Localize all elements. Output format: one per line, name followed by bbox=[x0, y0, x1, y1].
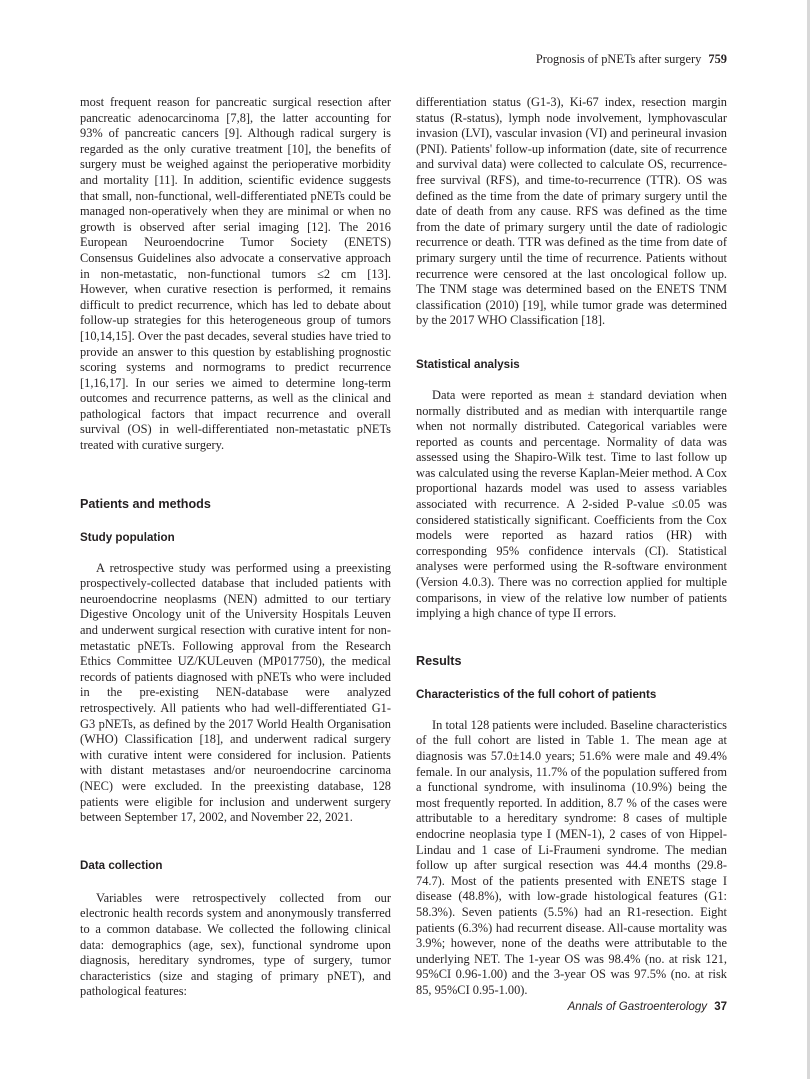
statistical-analysis-heading: Statistical analysis bbox=[416, 357, 520, 371]
header-page-number: 759 bbox=[708, 52, 727, 66]
results-heading: Results bbox=[416, 653, 462, 668]
journal-name: Annals of Gastroenterology bbox=[567, 1001, 707, 1013]
right-column bbox=[416, 95, 727, 999]
intro-paragraph: most frequent reason for pancreatic surgical resection after pancreatic adenocarcinoma [7,8], the latter accounting for 93% of pancreatic cancers [9]. Although radical surgery is regarded as the only curative treatment [10], the benefits of surgery must be weighed against the perioperative morbidity and mortality [11]. In addition, scientific evidence suggests that small, non-functional, well-differentiated pNETs could be managed non-operatively when they are minimal or when no growth is observed after serial imaging [12]. The 2016 European Neuroendocrine Tumor Society (ENETS) Consensus Guidelines also advocate a conservative approach in non-metastatic, non-functional tumors ≤2 cm [13]. However, when curative resection is performed, it remains difficult to predict recurrence, which has led to debate about follow-up strategies for this heterogeneous group of tumors [10,14,15]. Over the past decades, several studies have tried to provide an answer to this question by establishing prognostic scoring systems and normograms to predict recurrence [1,16,17]. In our series we aimed to determine long-term outcomes and recurrence patterns, as well as the clinical and pathological factors that impact recurrence and overall survival (OS) in well-differentiated non-metastatic pNETs treated with curative surgery. bbox=[80, 95, 391, 453]
left-column bbox=[80, 95, 391, 1000]
data-collection-paragraph: Variables were retrospectively collected from our electronic health records system and anonymously transferred to a common database. We collected the following clinical data: demographics (age, sex), functional syndrome upon diagnosis, hereditary syndromes, type of surgery, tumor characteristics (size and staging of primary pNET), and pathological features: bbox=[80, 890, 391, 999]
page-footer bbox=[568, 1000, 727, 1015]
study-population-heading: Study population bbox=[80, 530, 175, 544]
data-collection-heading: Data collection bbox=[80, 858, 163, 872]
study-population-paragraph: A retrospective study was performed using a preexisting prospectively-collected database that included patients with neuroendocrine neoplasms (NEN) admitted to our tertiary Digestive Oncology unit of the University Hospitals Leuven and underwent surgical resection with curative intent for non-metastatic pNETs. Following approval from the Research Ethics Committee UZ/KULeuven (MP017750), the medical records of patients diagnosed with pNETs who were included in the pre-existing NEN-database were analyzed retrospectively. All patients who had well-differentiated G1-G3 pNETs, as defined by the 2017 World Health Organisation (WHO) Classification [18], and underwent radical surgery with curative intent were considered for inclusion. Patients with distant metastases and/or neuroendocrine carcinoma (NEC) were excluded. In the preexisting database, 128 patients were eligible for inclusion and underwent surgery between September 17, 2002, and November 22, 2021. bbox=[80, 560, 391, 825]
running-title: Prognosis of pNETs after surgery bbox=[535, 52, 702, 66]
characteristics-heading: Characteristics of the full cohort of patients bbox=[416, 687, 657, 701]
running-header bbox=[536, 51, 727, 67]
statistical-analysis-paragraph: Data were reported as mean ± standard deviation when normally distributed and as median with interquartile range when not normally distributed. Categorical variables were reported as counts and percentage. Normality of data was assessed using the Shapiro-Wilk test. Time to last follow up was calculated using the reverse Kaplan-Meier method. A Cox proportional hazards model was used to assess variables associated with recurrence. A 2-sided P-value ≤0.05 was considered statistically significant. Coefficients from the Cox models were reported as hazard ratios (HR) with corresponding 95% confidence intervals (CI). Statistical analyses were performed using the R-software environment (Version 4.0.3). There was no correction applied for multiple comparisons, in view of the relative low number of patients implying a high chance of type II errors. bbox=[416, 387, 727, 621]
footer-page-number: 37 bbox=[714, 1001, 727, 1013]
patients-methods-heading: Patients and methods bbox=[80, 496, 211, 511]
characteristics-paragraph: In total 128 patients were included. Baseline characteristics of the full cohort are listed in Table 1. The mean age at diagnosis was 57.0±14.0 years; 51.6% were male and 49.4% female. In our analysis, 11.7% of the population suffered from a functional syndrome, with insulinoma (10.9%) being the most frequently reported. In addition, 8.7 % of the cases were attributable to a hereditary syndrome: 8 cases of multiple endocrine neoplasia type I (MEN-1), 2 cases of von Hippel-Lindau and 1 case of Li-Fraumeni syndrome. The median follow up after surgical resection was 44.4 months (29.8-74.7). Most of the patients presented with ENETS stage I disease (48.8%), with low-grade histological features (G1: 58.3%). Seven patients (5.5%) had an R1-resection. Eight patients (6.3%) had recurrent disease. All-cause mortality was 3.9%; however, none of the deaths were attributable to the underlying NET. The 1-year OS was 98.4% (no. at risk 121, 95%CI 0.96-1.00) and the 3-year OS was 97.5% (no. at risk 85, 95%CI 0.95-1.00). bbox=[416, 717, 727, 997]
data-collection-continued-paragraph: differentiation status (G1-3), Ki-67 index, resection margin status (R-status), lymph node involvement, lymphovascular invasion (LVI), vascular invasion (VI) and perineural invasion (PNI). Patients' follow-up information (date, site of recurrence and survival data) were collected to calculate OS, recurrence-free survival (RFS), and time-to-recurrence (TTR). OS was defined as the time from the date of primary surgery until the date of death from any cause. RFS was defined as the time from the date of primary surgery until the date of radiologic recurrence or death. TTR was defined as the time from date of primary surgery until the time of recurrence. Patients without recurrence were censored at the last oncological follow up. The TNM stage was determined based on the ENETS TNM classification (2010) [19], while tumor grade was determined by the 2017 WHO Classification [18]. bbox=[416, 95, 727, 328]
